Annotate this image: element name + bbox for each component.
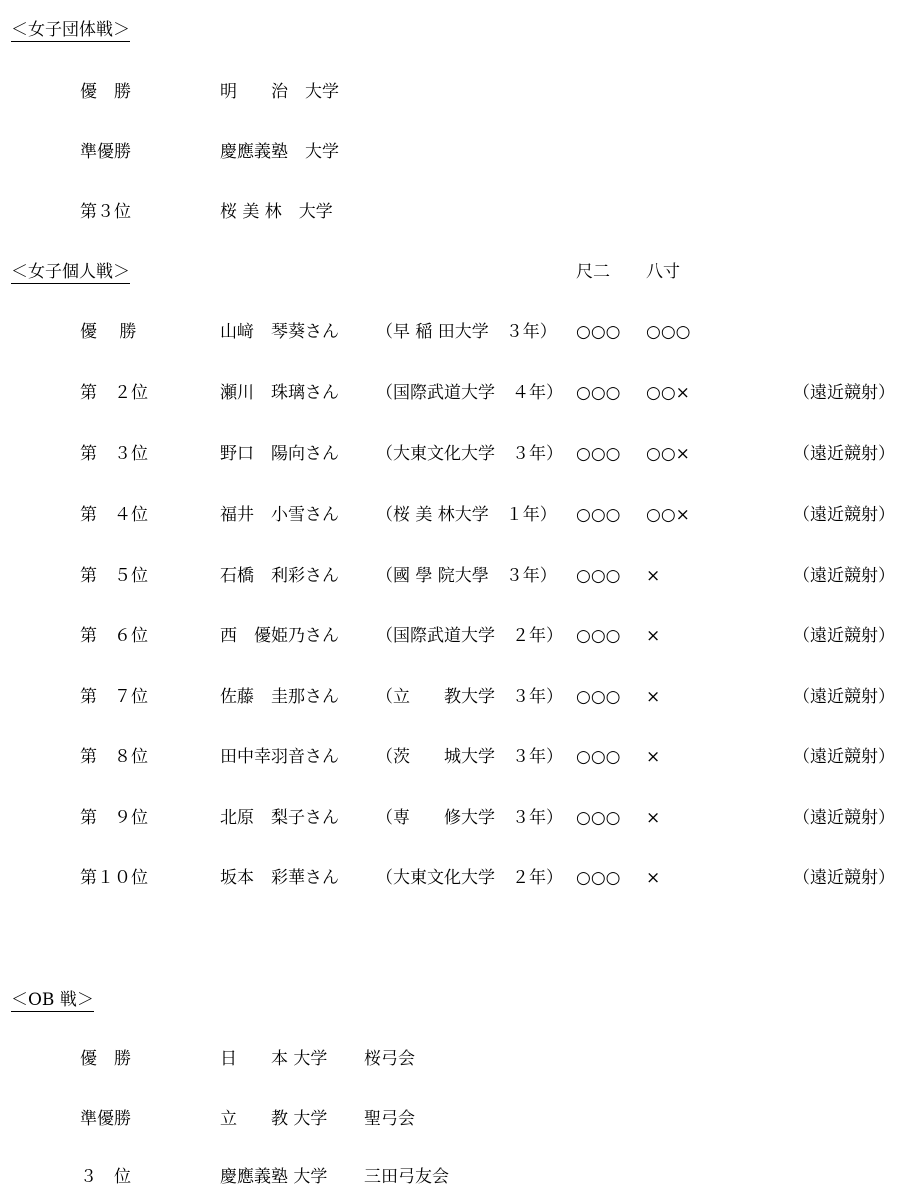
individual-row	[0, 624, 911, 648]
individual-heading: ＜女子個人戦＞	[11, 262, 130, 282]
tiebreak-note: （遠近競射）	[793, 868, 895, 888]
score-hassun: ○○×	[646, 444, 690, 464]
score-shaku-ni: ○○○	[576, 626, 621, 646]
individual-name: 山﨑 琴葵さん	[220, 322, 339, 342]
ob-rank: 優 勝	[80, 1049, 131, 1069]
team-rank: 優 勝	[80, 82, 131, 102]
individual-rank: 優 勝	[80, 322, 137, 342]
individual-row	[0, 442, 911, 466]
individual-rank: 第 ５位	[80, 566, 148, 586]
score-hassun: ×	[646, 687, 661, 707]
individual-row	[0, 685, 911, 709]
individual-school: （國 學 院大學 ３年）	[376, 566, 557, 586]
ob-club: 聖弓会	[364, 1109, 415, 1129]
score-shaku-ni: ○○○	[576, 747, 621, 767]
individual-rank: 第 ７位	[80, 687, 148, 707]
individual-row	[0, 745, 911, 769]
individual-school: （早 稲 田大学 ３年）	[376, 322, 557, 342]
individual-name: 石橋 利彩さん	[220, 566, 339, 586]
ob-school: 立 教 大学	[220, 1109, 328, 1129]
individual-school: （大東文化大学 ３年）	[376, 444, 563, 464]
team-name: 慶應義塾 大学	[220, 142, 339, 162]
ob-club: 桜弓会	[364, 1049, 415, 1069]
ob-rank: 準優勝	[80, 1109, 131, 1129]
tiebreak-note: （遠近競射）	[793, 444, 895, 464]
column-header-hassun: 八寸	[646, 262, 680, 282]
score-hassun: ×	[646, 626, 661, 646]
individual-row	[0, 381, 911, 405]
individual-school: （立 教大学 ３年）	[376, 687, 563, 707]
individual-name: 福井 小雪さん	[220, 505, 339, 525]
individual-rank: 第 ８位	[80, 747, 148, 767]
score-hassun: ×	[646, 566, 661, 586]
individual-row	[0, 564, 911, 588]
individual-school: （国際武道大学 ２年）	[376, 626, 563, 646]
team-heading: ＜女子団体戦＞	[11, 20, 130, 40]
score-shaku-ni: ○○○	[576, 383, 621, 403]
individual-row	[0, 866, 911, 890]
score-hassun: ×	[646, 747, 661, 767]
individual-name: 田中幸羽音さん	[220, 747, 339, 767]
team-row	[0, 140, 911, 164]
individual-name: 佐藤 圭那さん	[220, 687, 339, 707]
score-shaku-ni: ○○○	[576, 322, 621, 342]
individual-name: 西 優姫乃さん	[220, 626, 339, 646]
tiebreak-note: （遠近競射）	[793, 747, 895, 767]
tiebreak-note: （遠近競射）	[793, 687, 895, 707]
individual-name: 瀬川 珠璃さん	[220, 383, 339, 403]
score-shaku-ni: ○○○	[576, 868, 621, 888]
individual-rank: 第 ９位	[80, 808, 148, 828]
column-header-shaku-ni: 尺二	[576, 262, 610, 282]
tiebreak-note: （遠近競射）	[793, 566, 895, 586]
individual-rank: 第 ４位	[80, 505, 148, 525]
ob-row	[0, 1047, 911, 1071]
tiebreak-note: （遠近競射）	[793, 383, 895, 403]
score-hassun: ○○×	[646, 383, 690, 403]
individual-name: 北原 梨子さん	[220, 808, 339, 828]
team-rank: 第３位	[80, 202, 131, 222]
tiebreak-note: （遠近競射）	[793, 505, 895, 525]
individual-school: （大東文化大学 ２年）	[376, 868, 563, 888]
individual-rank: 第 ２位	[80, 383, 148, 403]
individual-school: （国際武道大学 ４年）	[376, 383, 563, 403]
team-row	[0, 80, 911, 104]
ob-rank: ３ 位	[80, 1167, 131, 1187]
ob-school: 慶應義塾 大学	[220, 1167, 328, 1187]
tiebreak-note: （遠近競射）	[793, 808, 895, 828]
individual-school: （桜 美 林大学 １年）	[376, 505, 557, 525]
individual-row	[0, 503, 911, 527]
team-rank: 準優勝	[80, 142, 131, 162]
score-shaku-ni: ○○○	[576, 808, 621, 828]
ob-row	[0, 1165, 911, 1189]
score-hassun: ○○○	[646, 322, 691, 342]
individual-row	[0, 320, 911, 344]
score-hassun: ×	[646, 868, 661, 888]
individual-rank: 第 ３位	[80, 444, 148, 464]
ob-heading: ＜OB 戦＞	[11, 990, 94, 1010]
score-shaku-ni: ○○○	[576, 444, 621, 464]
score-hassun: ○○×	[646, 505, 690, 525]
team-name: 明 治 大学	[220, 82, 339, 102]
individual-rank: 第１０位	[80, 868, 148, 888]
score-hassun: ×	[646, 808, 661, 828]
team-row	[0, 200, 911, 224]
team-name: 桜 美 林 大学	[220, 202, 333, 222]
individual-name: 野口 陽向さん	[220, 444, 339, 464]
individual-rank: 第 ６位	[80, 626, 148, 646]
score-shaku-ni: ○○○	[576, 687, 621, 707]
individual-row	[0, 806, 911, 830]
score-shaku-ni: ○○○	[576, 566, 621, 586]
tiebreak-note: （遠近競射）	[793, 626, 895, 646]
ob-club: 三田弓友会	[364, 1167, 449, 1187]
ob-school: 日 本 大学	[220, 1049, 328, 1069]
ob-row	[0, 1107, 911, 1131]
individual-school: （専 修大学 ３年）	[376, 808, 563, 828]
individual-name: 坂本 彩華さん	[220, 868, 339, 888]
individual-school: （茨 城大学 ３年）	[376, 747, 563, 767]
score-shaku-ni: ○○○	[576, 505, 621, 525]
